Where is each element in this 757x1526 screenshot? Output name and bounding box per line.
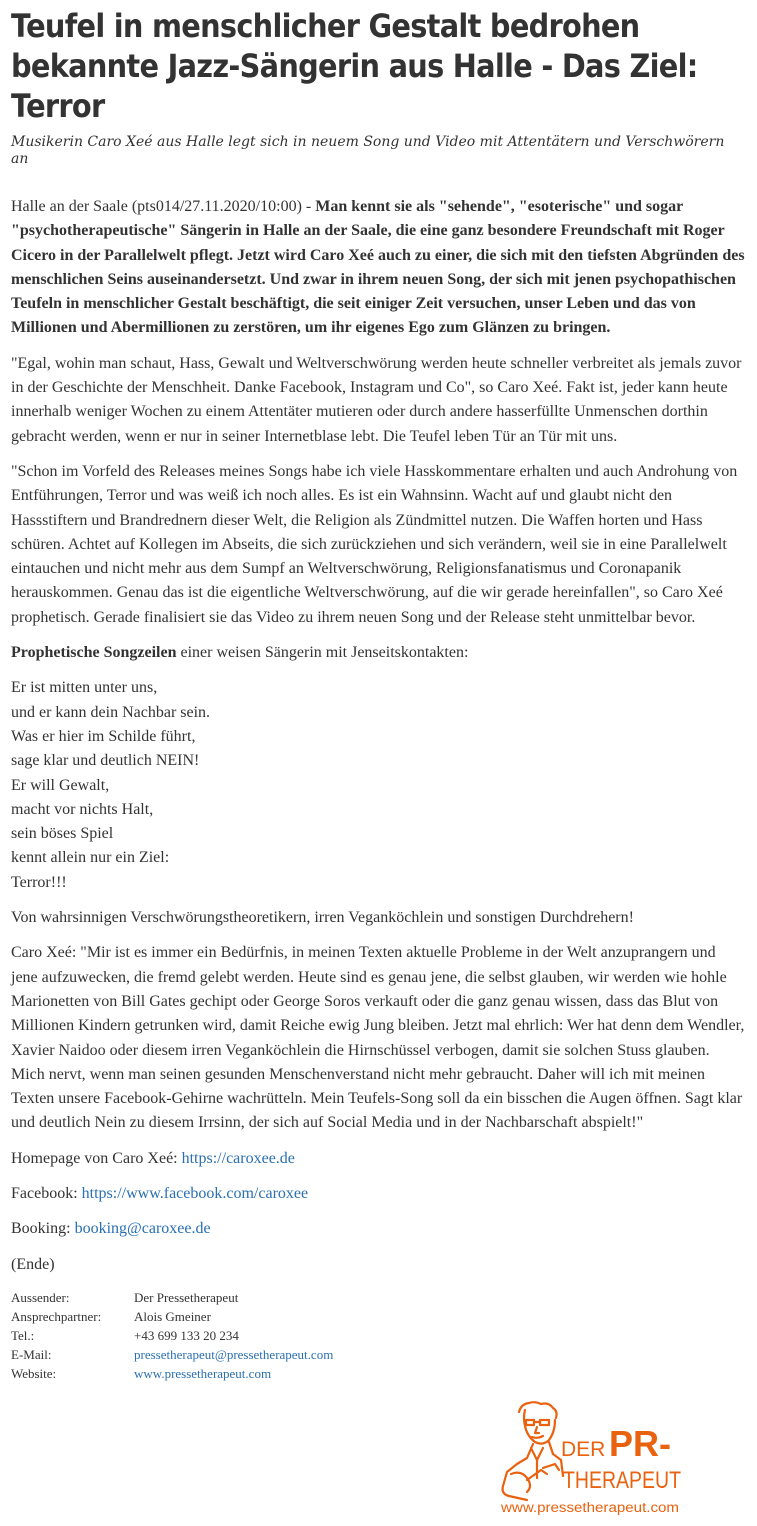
lead-text: Man kennt sie als "sehende", "esoterische" und sogar "psychotherapeutische" Sängerin in Halle an der Saale, die eine ganz besondere Freundschaft mit Roger Cicero in der Parallelwelt pflegt. Jetzt wird Caro Xeé auch zu einer, die sich mit den tiefsten Abgründen des menschlichen Seins auseinandersetzt. Und zwar in ihrem neuen Song, der sich mit jenen psychopathischen Teufeln in menschlicher Gestalt beschäftigt, die seit einiger Zeit versuchen, unser Leben und das von Millionen und Abermillionen zu zerstören, um ihr eigenes Ego zum Glänzen zu bringen. [11,198,745,337]
verse-line: macht vor nichts Halt, [11,800,154,818]
contact-table [11,1288,333,1383]
email-label: E-Mail: [11,1346,52,1362]
pr-therapeut-logo[interactable] [497,1400,697,1520]
verse-line: Er ist mitten unter uns, [11,679,158,697]
headline: Teufel in menschlicher Gestalt bedrohen bekannte Jazz-Sängerin aus Halle - Das Ziel: Terror [11,7,698,125]
logo-der: DER [561,1438,606,1461]
subheadline: Musikerin Caro Xeé aus Halle legt sich in neuem Song und Video mit Attentätern und Verschwörern an [11,134,725,167]
facebook-label: Facebook: [11,1184,82,1202]
verse-line: und er kann dein Nachbar sein. [11,703,211,721]
verse-intro-bold: Prophetische Songzeilen [11,644,177,662]
sender-value: Der Pressetherapeut [134,1289,239,1305]
email-link[interactable]: pressetherapeut@pressetherapeut.com [134,1346,334,1362]
facebook-line [11,1182,746,1206]
homepage-line [11,1147,746,1171]
booking-line [11,1217,746,1241]
article-body [11,195,746,1277]
paragraph-2: "Schon im Vorfeld des Releases meines Songs habe ich viele Hasskommentare erhalten und auch Androhung von Entführungen, Terror und was weiß ich noch alles. Es ist ein Wahnsinn. Wacht auf und glaubt nicht den Hassstiftern und Brandrednern dieser Welt, die Religion als Zündmittel nutzen. Die Waffen horten und Hass schüren. Achtet auf Kollegen im Abseits, die sich zurückziehen und sich verändern, weil sie in eine Parallelwelt eintauchen und nicht mehr aus dem Sumpf an Weltverschwörung, Religionsfanatismus und Coronapanik herauskommen. Genau das ist die eigentliche Weltverschwörung, auf die wir gerade hereinfallen", so Caro Xeé prophetisch. Gerade finalisiert sie das Video zu ihrem neuen Song und der Release steht unmittelbar bevor. [11,462,738,626]
website-link[interactable]: www.pressetherapeut.com [134,1365,272,1381]
phone-label: Tel.: [11,1327,35,1343]
phone-value: +43 699 133 20 234 [134,1327,239,1343]
therapist-caricature-icon [503,1402,563,1500]
website-label: Website: [11,1365,57,1381]
homepage-label: Homepage von Caro Xeé: [11,1149,182,1167]
paragraph-1: "Egal, wohin man schaut, Hass, Gewalt und Weltverschwörung werden heute schneller verbreitet als jemals zuvor in der Geschichte der Menschheit. Danke Facebook, Instagram und Co", so Caro Xeé. Fakt ist, jeder kann heute innerhalb weniger Wochen zu einem Attentäter mutieren oder durch andere hasserfüllte Unmenschen dorthin gebracht werden, wenn er nur in seiner Internetblase lebt. Die Teufel leben Tür an Tür mit uns. [11,354,742,445]
lead-paragraph [11,195,746,341]
dateline: Halle an der Saale (pts014/27.11.2020/10:00) - [11,198,316,215]
verse-line: sage klar und deutlich NEIN! [11,752,200,770]
verse-line: Was er hier im Schilde führt, [11,727,196,745]
verse-intro [11,641,746,665]
verse-intro-rest: einer weisen Sängerin mit Jenseitskontakten: [176,644,469,662]
verse-line: Er will Gewalt, [11,776,110,794]
booking-label: Booking: [11,1220,75,1238]
contact-row-person [11,1307,333,1326]
verse-line: Terror!!! [11,873,67,891]
contact-row-phone [11,1326,333,1345]
verse-line: kennt allein nur ein Ziel: [11,849,170,867]
person-value: Alois Gmeiner [134,1308,211,1324]
logo-therapeut: THERAPEUT [563,1467,682,1494]
verse-line: sein böses Spiel [11,825,114,843]
booking-email-link[interactable]: booking@caroxee.de [74,1220,211,1238]
song-verse [11,676,746,895]
contact-row-sender [11,1288,333,1307]
homepage-link[interactable]: https://caroxee.de [181,1149,295,1167]
end-marker: (Ende) [11,1255,55,1273]
sender-label: Aussender: [11,1289,70,1305]
paragraph-4: Caro Xeé: "Mir ist es immer ein Bedürfnis, in meinen Texten aktuelle Probleme in der Welt anzuprangern und jene aufzuwecken, die fremd gelebt werden. Heute sind es genau jene, die selbst glauben, wir werden wie hohle Marionetten von Bill Gates gechipt oder George Soros verkauft oder die ganz genau wissen, dass das Blut von Millionen Kindern getrunken wird, damit Reiche ewig Jung bleiben. Jetzt mal ehrlich: Wer hat denn dem Wendler, Xavier Naidoo oder diesem irren Veganköchlein die Hirnschüssel verbogen, damit sie solchen Stuss glauben. Mich nervt, wenn man seinen gesunden Menschenverstand nicht mehr gebraucht. Daher will ich mit meinen Texten unsere Facebook-Gehirne wachrütteln. Mein Teufels-Song soll da ein bisschen die Augen öffnen. Sagt klar und deutlich Nein zu diesem Irrsinn, der sich auf Social Media und in der Nachbarschaft abspielt!" [11,944,745,1132]
logo-url: www.pressetherapeut.com [499,1500,679,1515]
logo-pr: PR- [609,1423,671,1464]
contact-row-website [11,1364,333,1383]
press-release [11,0,746,1383]
contact-row-email [11,1345,333,1364]
person-label: Ansprechpartner: [11,1308,102,1324]
paragraph-3: Von wahrsinnigen Verschwörungstheoretikern, irren Veganköchlein und sonstigen Durchdrehern! [11,909,634,927]
facebook-link[interactable]: https://www.facebook.com/caroxee [81,1184,309,1202]
